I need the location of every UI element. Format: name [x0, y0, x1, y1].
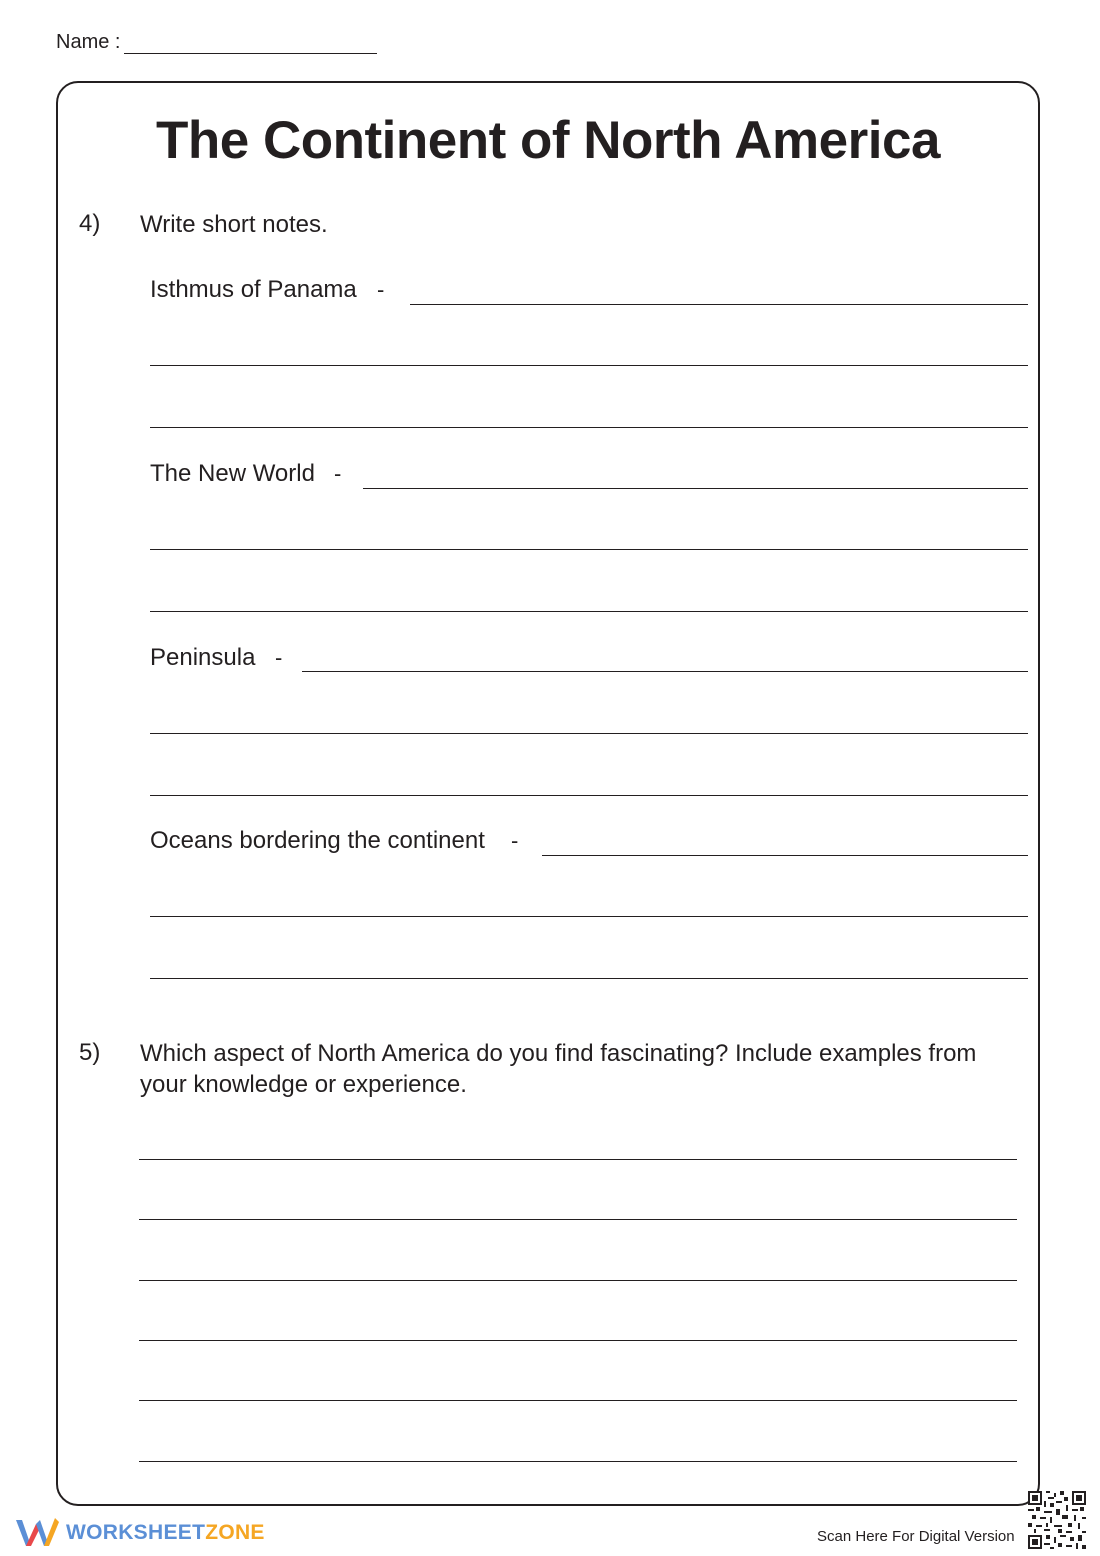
answer-line[interactable]: [150, 978, 1028, 979]
name-input-line[interactable]: [124, 53, 377, 54]
question-5-number: 5): [79, 1039, 101, 1066]
note-label-isthmus-of-panama: Isthmus of Panama: [150, 276, 357, 303]
note-label-peninsula: Peninsula: [150, 644, 256, 671]
note-dash: -: [334, 461, 342, 486]
scan-instruction: Scan Here For Digital Version: [817, 1528, 1015, 1545]
note-label-the-new-world: The New World: [150, 460, 315, 487]
answer-line[interactable]: [150, 365, 1028, 366]
qr-code-icon[interactable]: [1028, 1491, 1086, 1549]
answer-line[interactable]: [139, 1280, 1017, 1281]
answer-line[interactable]: [302, 671, 1028, 672]
note-dash: -: [275, 645, 283, 670]
name-label: Name :: [56, 31, 121, 53]
answer-line[interactable]: [410, 304, 1028, 305]
answer-line[interactable]: [150, 916, 1028, 917]
brand-name-part-1: WORKSHEET: [66, 1521, 206, 1544]
answer-line[interactable]: [363, 488, 1028, 489]
answer-line[interactable]: [542, 855, 1028, 856]
answer-line[interactable]: [139, 1400, 1017, 1401]
question-4-number: 4): [79, 210, 101, 237]
question-4-prompt: Write short notes.: [140, 211, 328, 238]
question-5-prompt-line-1: Which aspect of North America do you find fascinating? Include examples from: [140, 1040, 977, 1067]
note-dash: -: [377, 277, 385, 302]
worksheet-title: The Continent of North America: [156, 111, 940, 170]
answer-line[interactable]: [139, 1159, 1017, 1160]
brand-name: [66, 1521, 265, 1545]
answer-line[interactable]: [150, 795, 1028, 796]
note-dash: -: [511, 828, 519, 853]
worksheetzone-logo: [14, 1516, 265, 1550]
answer-line[interactable]: [150, 611, 1028, 612]
brand-name-part-2: ZONE: [205, 1521, 265, 1544]
question-5-prompt-line-2: your knowledge or experience.: [140, 1071, 467, 1098]
answer-line[interactable]: [139, 1461, 1017, 1462]
answer-line[interactable]: [150, 427, 1028, 428]
answer-line[interactable]: [139, 1340, 1017, 1341]
answer-line[interactable]: [150, 549, 1028, 550]
worksheetzone-logo-icon: [14, 1516, 60, 1550]
answer-line[interactable]: [150, 733, 1028, 734]
note-label-oceans-bordering-the-continent: Oceans bordering the continent: [150, 827, 485, 854]
answer-line[interactable]: [139, 1219, 1017, 1220]
